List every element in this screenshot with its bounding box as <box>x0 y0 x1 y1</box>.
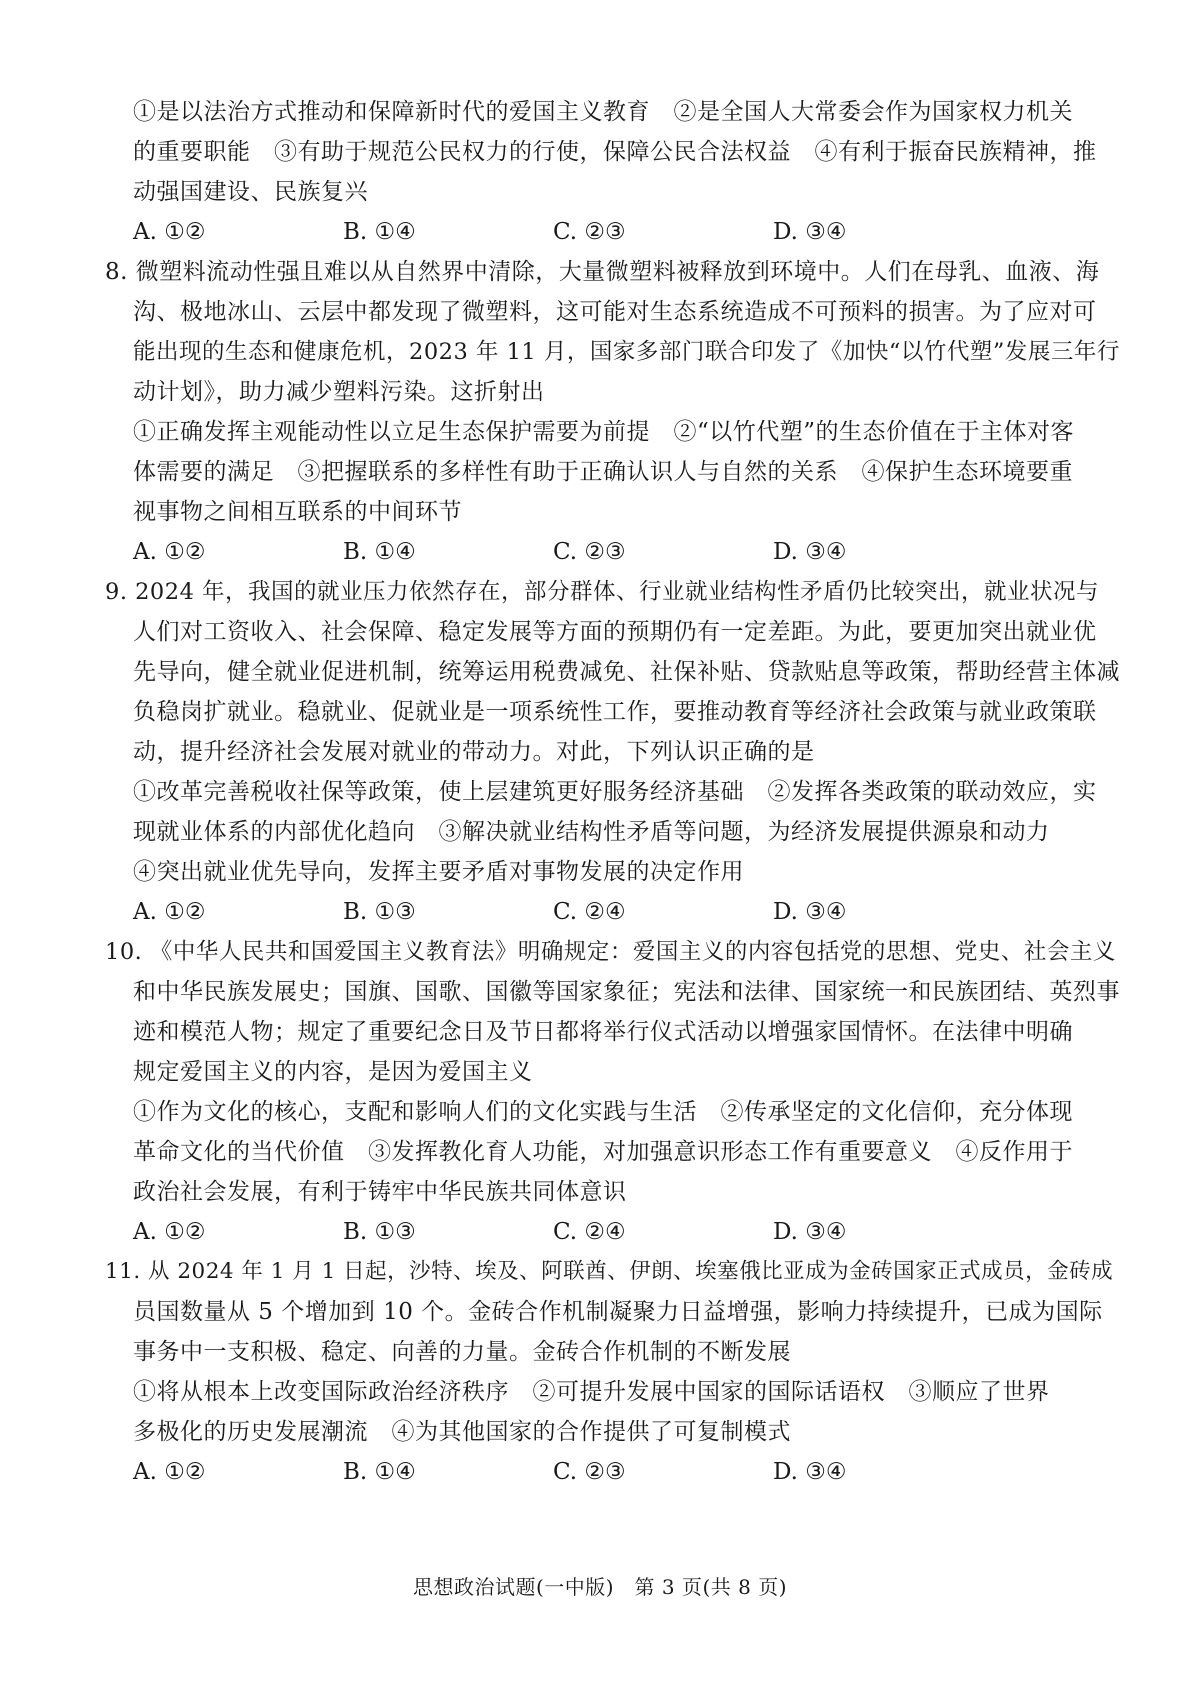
q8-option-a: A. ①② <box>133 539 206 565</box>
q11-line-5: 多极化的历史发展潮流 ④为其他国家的合作提供了可复制模式 <box>133 1419 791 1445</box>
q10-line-2: 和中华民族发展史；国旗、国歌、国徽等国家象征；宪法和法律、国家统一和民族团结、英烈事 <box>133 979 1120 1005</box>
q11-option-d: D. ③④ <box>773 1459 847 1485</box>
q9-line-6: ①改革完善税收社保等政策，使上层建筑更好服务经济基础 ②发挥各类政策的联动效应，实 <box>133 779 1097 805</box>
q11-option-b: B. ①④ <box>343 1459 416 1485</box>
q8-line-3: 能出现的生态和健康危机，2023 年 11 月，国家多部门联合印发了《加快“以竹代塑”发展三年行 <box>133 339 1120 365</box>
q11-option-a: A. ①② <box>133 1459 206 1485</box>
q11-line-4: ①将从根本上改变国际政治经济秩序 ②可提升发展中国家的国际话语权 ③顺应了世界 <box>133 1379 1050 1405</box>
q10-line-6: 革命文化的当代价值 ③发挥教化育人功能，对加强意识形态工作有重要意义 ④反作用于 <box>133 1139 1073 1165</box>
q9-line-2: 人们对工资收入、社会保障、稳定发展等方面的预期仍有一定差距。为此，要更加突出就业优 <box>133 619 1097 645</box>
q8-line-6: 体需要的满足 ③把握联系的多样性有助于正确认识人与自然的关系 ④保护生态环境要重 <box>133 459 1073 485</box>
q11-option-c: C. ②③ <box>553 1459 626 1485</box>
q7-line-1: ①是以法治方式推动和保障新时代的爱国主义教育 ②是全国人大常委会作为国家权力机关 <box>133 99 1073 125</box>
q7-option-c: C. ②③ <box>553 219 626 245</box>
page-footer: 思想政治试题(一中版) 第 3 页(共 8 页) <box>412 1575 788 1599</box>
q10-option-c: C. ②④ <box>553 1219 626 1245</box>
q9-option-a: A. ①② <box>133 899 206 925</box>
q10-line-7: 政治社会发展，有利于铸牢中华民族共同体意识 <box>133 1179 627 1205</box>
q8-option-b: B. ①④ <box>343 539 416 565</box>
q8-line-7: 视事物之间相互联系的中间环节 <box>133 499 462 525</box>
q11-line-2: 员国数量从 5 个增加到 10 个。金砖合作机制凝聚力日益增强，影响力持续提升，已成为国际 <box>133 1299 1103 1325</box>
q10-line-1: 10. 《中华人民共和国爱国主义教育法》明确规定：爱国主义的内容包括党的思想、党史、社会主义 <box>105 939 1116 965</box>
q10-line-5: ①作为文化的核心，支配和影响人们的文化实践与生活 ②传承坚定的文化信仰，充分体现 <box>133 1099 1073 1125</box>
q11-line-1: 11. 从 2024 年 1 月 1 日起，沙特、埃及、阿联酋、伊朗、埃塞俄比亚成为金砖国家正式成员，金砖成 <box>105 1259 1114 1284</box>
q9-option-c: C. ②④ <box>553 899 626 925</box>
q7-option-d: D. ③④ <box>773 219 847 245</box>
q11-line-3: 事务中一支积极、稳定、向善的力量。金砖合作机制的不断发展 <box>133 1339 791 1365</box>
q7-option-b: B. ①④ <box>343 219 416 245</box>
q9-option-b: B. ①③ <box>343 899 416 925</box>
q8-line-1: 8. 微塑料流动性强且难以从自然界中清除，大量微塑料被释放到环境中。人们在母乳、血液、海 <box>105 259 1100 285</box>
q8-option-c: C. ②③ <box>553 539 626 565</box>
q10-option-b: B. ①③ <box>343 1219 416 1245</box>
q9-line-5: 动，提升经济社会发展对就业的带动力。对此，下列认识正确的是 <box>133 739 815 765</box>
q7-option-a: A. ①② <box>133 219 206 245</box>
q8-option-d: D. ③④ <box>773 539 847 565</box>
q10-option-a: A. ①② <box>133 1219 206 1245</box>
q8-line-2: 沟、极地冰山、云层中都发现了微塑料，这可能对生态系统造成不可预料的损害。为了应对可 <box>133 299 1097 325</box>
q9-option-d: D. ③④ <box>773 899 847 925</box>
q10-option-d: D. ③④ <box>773 1219 847 1245</box>
q8-line-4: 动计划》，助力减少塑料污染。这折射出 <box>133 379 545 405</box>
q7-line-3: 动强国建设、民族复兴 <box>133 179 368 205</box>
q10-line-4: 规定爱国主义的内容，是因为爱国主义 <box>133 1059 533 1085</box>
q9-line-7: 现就业体系的内部优化趋向 ③解决就业结构性矛盾等问题，为经济发展提供源泉和动力 <box>133 819 1050 845</box>
q9-line-1: 9. 2024 年，我国的就业压力依然存在，部分群体、行业就业结构性矛盾仍比较突出，就业状况与 <box>105 579 1100 605</box>
q10-line-3: 迹和模范人物；规定了重要纪念日及节日都将举行仪式活动以增强家国情怀。在法律中明确 <box>133 1019 1073 1045</box>
q9-line-3: 先导向，健全就业促进机制，统筹运用税费减免、社保补贴、贷款贴息等政策，帮助经营主体减 <box>133 659 1120 685</box>
q9-line-8: ④突出就业优先导向，发挥主要矛盾对事物发展的决定作用 <box>133 859 744 885</box>
q8-line-5: ①正确发挥主观能动性以立足生态保护需要为前提 ②“以竹代塑”的生态价值在于主体对客 <box>133 419 1075 445</box>
q9-line-4: 负稳岗扩就业。稳就业、促就业是一项系统性工作，要推动教育等经济社会政策与就业政策联 <box>133 699 1097 725</box>
q7-line-2: 的重要职能 ③有助于规范公民权力的行使，保障公民合法权益 ④有利于振奋民族精神，推 <box>133 139 1097 165</box>
